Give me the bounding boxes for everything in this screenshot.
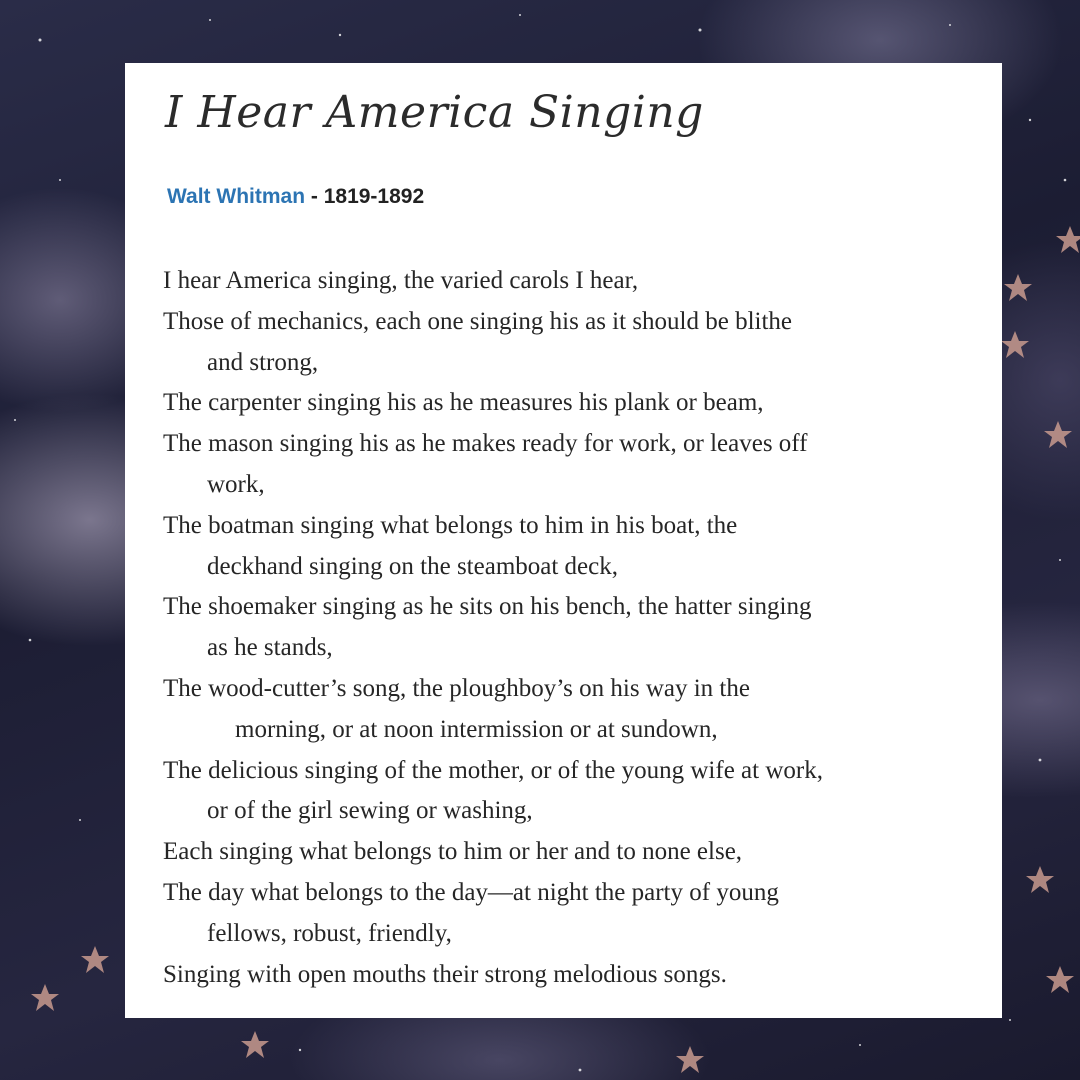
poem-body	[163, 261, 993, 995]
poem-line-continuation: or of the girl sewing or washing,	[207, 797, 533, 825]
poem-card	[125, 63, 1002, 1018]
poem-line: The wood-cutter’s song, the ploughboy’s on his way in the	[163, 674, 750, 702]
poem-title: I Hear America Singing	[165, 87, 704, 138]
star-icon	[81, 946, 109, 973]
star-icon	[676, 1046, 704, 1073]
poem-line-continuation: as he stands,	[207, 634, 333, 662]
poem-line-continuation: morning, or at noon intermission or at sundown,	[235, 715, 718, 743]
poem-line-continuation: fellows, robust, friendly,	[207, 919, 452, 947]
poem-line: The delicious singing of the mother, or of the young wife at work,	[163, 756, 823, 784]
poem-line-continuation: deckhand singing on the steamboat deck,	[207, 552, 618, 580]
author-dates: 1819-1892	[323, 185, 425, 208]
star-icon	[1046, 966, 1074, 993]
poem-line-continuation: work,	[207, 470, 265, 498]
poem-line: The boatman singing what belongs to him in his boat, the	[163, 511, 738, 539]
star-icon	[241, 1031, 269, 1058]
poem-line: Each singing what belongs to him or her and to none else,	[163, 838, 743, 866]
poem-line-continuation: and strong,	[207, 348, 319, 376]
poem-line: The day what belongs to the day—at night the party of young	[163, 878, 779, 906]
star-icon	[1004, 274, 1032, 301]
poem-line: Singing with open mouths their strong melodious songs.	[163, 960, 727, 988]
poem-line: I hear America singing, the varied carols I hear,	[163, 267, 639, 294]
star-icon	[1001, 331, 1029, 358]
byline-separator: -	[305, 185, 324, 208]
byline	[167, 185, 424, 209]
poem-line: The mason singing his as he makes ready for work, or leaves off	[163, 430, 808, 458]
star-icon	[1026, 866, 1054, 893]
star-icon	[1056, 226, 1080, 253]
poem-line: The shoemaker singing as he sits on his bench, the hatter singing	[163, 593, 812, 621]
star-icon	[1044, 421, 1072, 448]
poem-line: The carpenter singing his as he measures his plank or beam,	[163, 389, 764, 417]
author-link[interactable]: Walt Whitman	[167, 185, 306, 208]
poem-line: Those of mechanics, each one singing his as it should be blithe	[163, 307, 793, 335]
star-icon	[31, 984, 59, 1011]
